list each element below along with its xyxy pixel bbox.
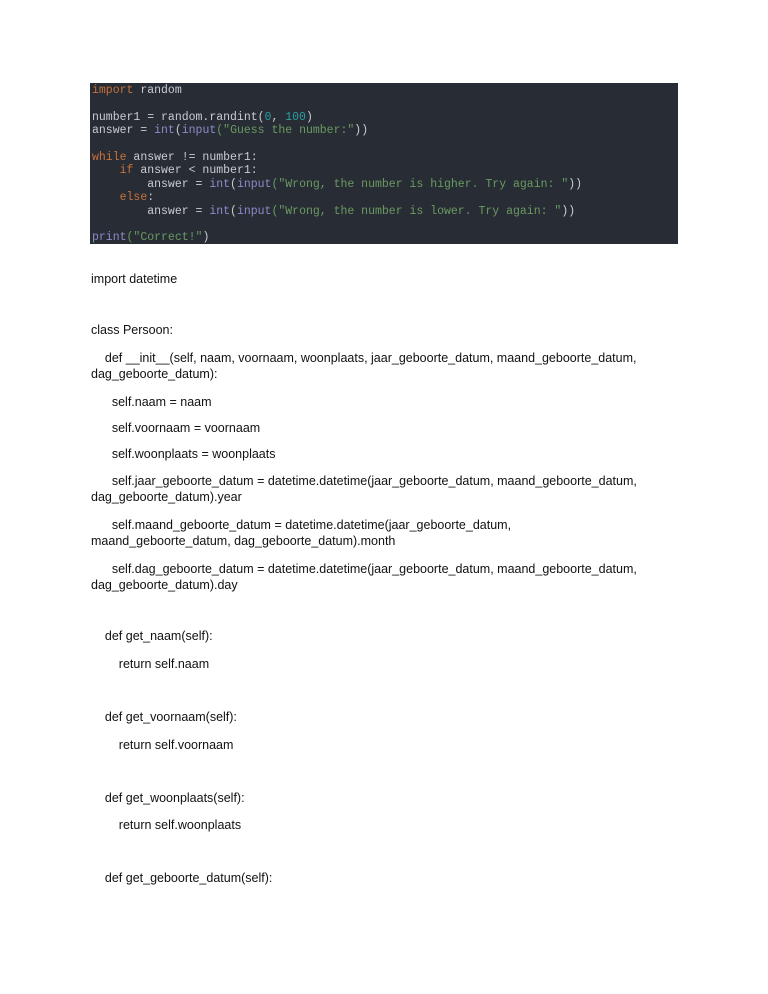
code-keyword: else: [119, 191, 148, 205]
doc-line-self-jaar: self.jaar_geboorte_datum = datetime.datetime(jaar_geboorte_datum, maand_geboorte_datum,: [91, 474, 637, 488]
code-builtin: input: [236, 177, 272, 191]
code-builtin: int: [209, 204, 231, 218]
doc-line-init: def __init__(self, naam, voornaam, woonplaats, jaar_geboorte_datum, maand_geboorte_datum,: [91, 351, 637, 365]
doc-line-self-jaar-cont: dag_geboorte_datum).year: [91, 490, 242, 504]
code-blank-line: [92, 218, 676, 231]
code-builtin: int: [154, 124, 175, 138]
code-builtin: input: [181, 124, 217, 138]
code-string: ("Wrong, the number is lower. Try again: ": [271, 204, 562, 218]
code-number: 100: [285, 110, 306, 124]
code-text: ): [202, 231, 210, 244]
code-line: [92, 84, 676, 97]
code-line: [92, 124, 676, 137]
doc-line-self-naam: self.naam = naam: [91, 395, 212, 409]
doc-line-import: import datetime: [91, 272, 178, 286]
doc-line-def-get-voornaam: def get_voornaam(self):: [91, 710, 237, 724]
doc-line-self-voornaam: self.voornaam = voornaam: [91, 421, 261, 435]
code-text: :: [147, 191, 155, 205]
code-line: [92, 164, 676, 177]
code-text: (: [230, 204, 237, 218]
doc-line-return-naam: return self.naam: [91, 657, 210, 671]
doc-line-self-maand: self.maand_geboorte_datum = datetime.datetime(jaar_geboorte_datum,: [91, 518, 512, 532]
doc-line-class: class Persoon:: [91, 323, 173, 337]
code-string: ("Correct!": [126, 231, 203, 244]
code-builtin: print: [92, 231, 127, 244]
code-line: [92, 151, 676, 164]
code-indent: [92, 191, 120, 204]
code-text: answer =: [92, 177, 210, 191]
code-text: answer != number1:: [126, 150, 258, 164]
code-builtin: int: [209, 177, 231, 191]
code-text: (: [230, 177, 237, 191]
doc-line-self-dag-cont: dag_geboorte_datum).day: [91, 578, 238, 592]
code-text: (: [174, 124, 182, 138]
code-blank-line: [92, 97, 676, 110]
code-snippet: [90, 83, 678, 244]
doc-line-def-get-geboorte-datum: def get_geboorte_datum(self):: [91, 871, 273, 885]
doc-line-self-dag: self.dag_geboorte_datum = datetime.datetime(jaar_geboorte_datum, maand_geboorte_datum,: [91, 562, 637, 576]
code-indent: [92, 164, 120, 177]
code-text: ,: [271, 110, 286, 124]
code-keyword: while: [92, 150, 127, 164]
code-line: [92, 178, 676, 191]
code-text: )): [568, 177, 583, 191]
code-line: [92, 205, 676, 218]
code-text: answer =: [92, 124, 155, 138]
code-text: answer < number1:: [133, 164, 258, 178]
code-line: [92, 191, 676, 204]
code-number: 0: [264, 110, 272, 124]
doc-line-return-woonplaats: return self.woonplaats: [91, 818, 242, 832]
code-string: ("Wrong, the number is higher. Try again: ": [271, 177, 569, 191]
code-keyword: if: [119, 164, 134, 178]
code-keyword: import: [92, 84, 134, 97]
code-text: number1 = random.randint(: [92, 110, 265, 124]
code-builtin: input: [236, 204, 272, 218]
doc-line-self-woonplaats: self.woonplaats = woonplaats: [91, 447, 276, 461]
code-line: [92, 111, 676, 124]
code-text: )): [354, 124, 369, 138]
code-text: ): [305, 110, 313, 124]
doc-line-def-get-woonplaats: def get_woonplaats(self):: [91, 791, 245, 805]
doc-line-self-maand-cont: maand_geboorte_datum, dag_geboorte_datum).month: [91, 534, 396, 548]
doc-line-def-get-naam: def get_naam(self):: [91, 629, 213, 643]
code-string: ("Guess the number:": [216, 124, 355, 138]
doc-line-return-voornaam: return self.voornaam: [91, 738, 234, 752]
code-line: [92, 231, 676, 244]
code-text: random: [133, 84, 182, 97]
code-blank-line: [92, 138, 676, 151]
doc-line-init-cont: dag_geboorte_datum):: [91, 367, 218, 381]
code-text: answer =: [92, 204, 210, 218]
code-text: )): [561, 204, 576, 218]
